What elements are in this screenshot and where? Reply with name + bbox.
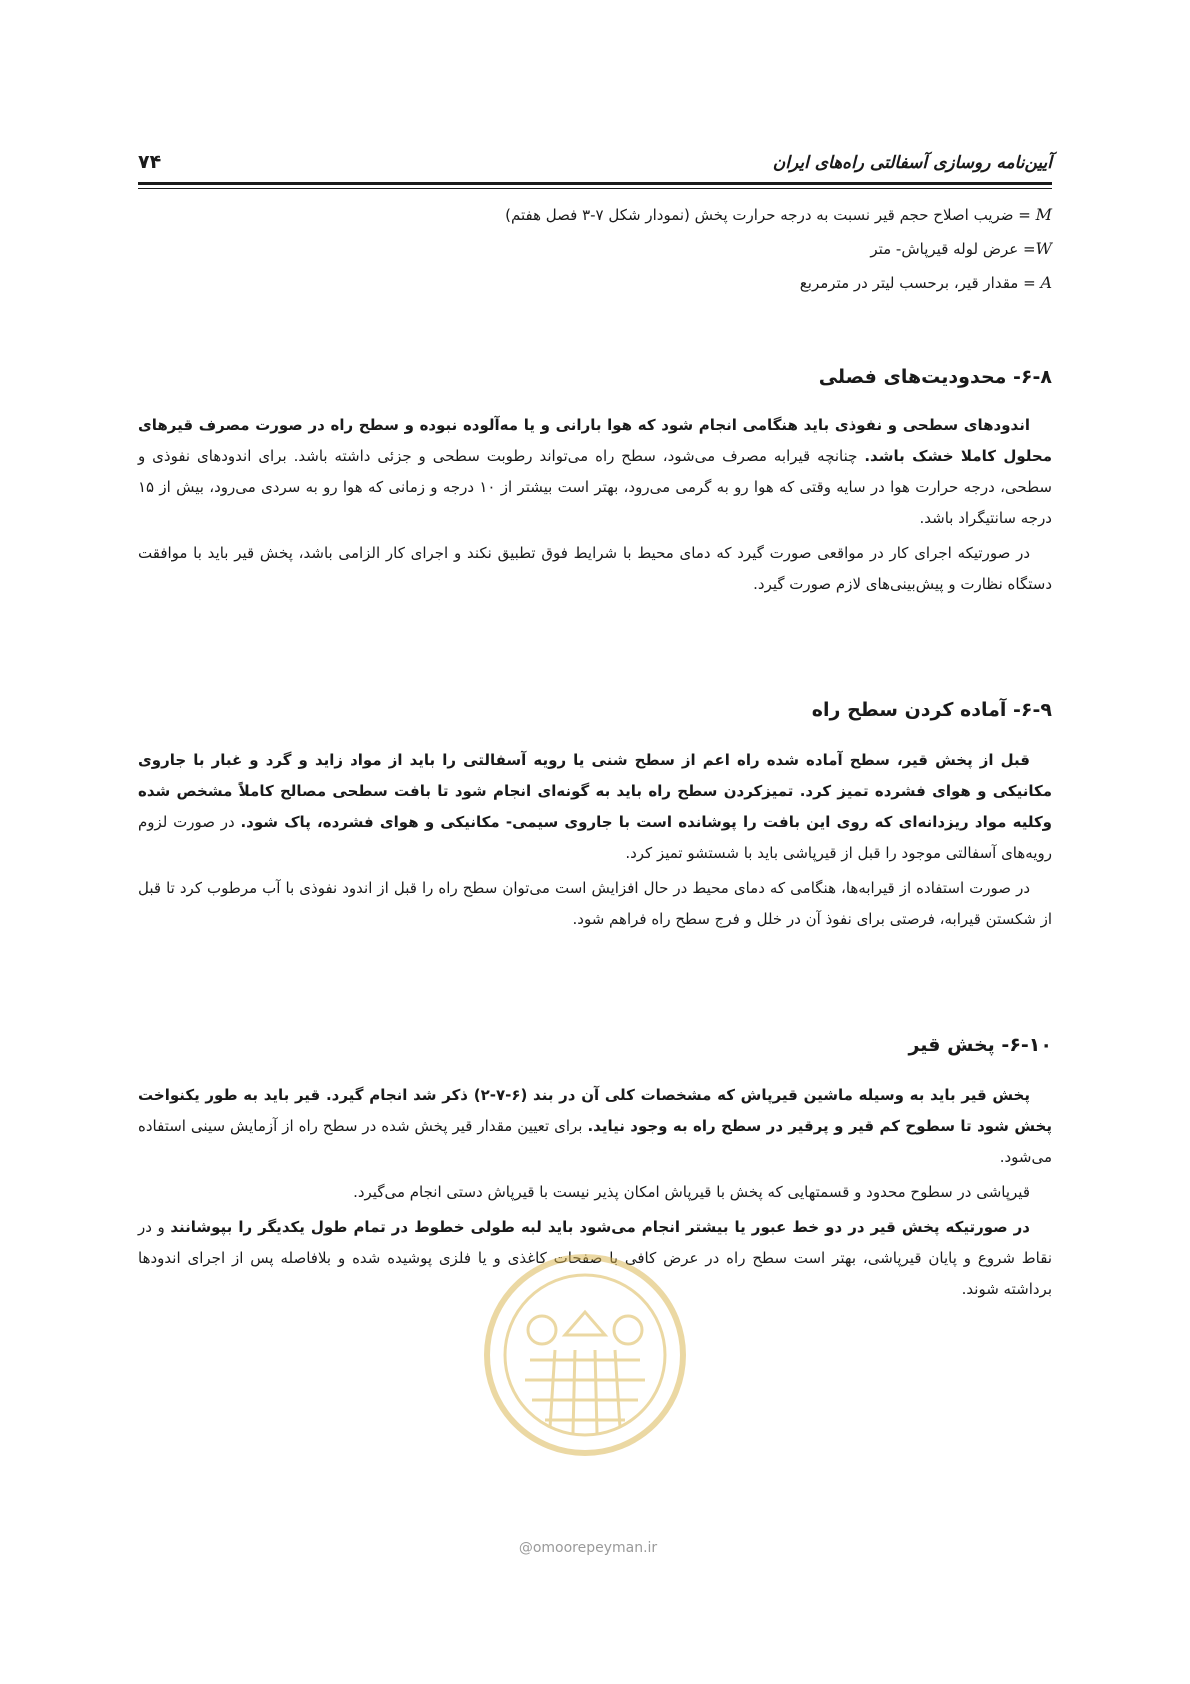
watermark-url: @omoorepeyman.ir xyxy=(518,1540,658,1556)
paragraph: در صورت استفاده از قیرابه‌ها، هنگامی که دمای محیط در حال افزایش است می‌توان سطح راه را قبل از اندود نفوذی با آب مرطوب کرد تا قبل از شکستن قیرابه، فرصتی برای نفوذ آن در خلل و فرج سطح راه فراهم شود. xyxy=(138,879,1052,928)
paragraph xyxy=(138,745,1052,869)
section-heading: ۶-۹- آماده کردن سطح راه xyxy=(811,699,1052,721)
header-rule-thin xyxy=(138,188,1052,189)
running-title: آیین‌نامه روسازی آسفالتی راه‌های ایران xyxy=(772,153,1052,173)
definition-a xyxy=(352,273,1052,307)
bold-text: قبل از پخش قیر، سطح آماده شده راه اعم از سطح شنی یا رویه آسفالتی را باید از مواد زاید و گرد و غبار با جاروی مکانیکی و هوای فشرده تمیز کرد. تمیزکردن سطح راه باید به گونه‌ای انجام شود تا بافت سطحی مصالح کاملاً مشخص شده وکلیه مواد ریزدانه‌ای که روی این بافت را پوشانده است با جاروی سیمی- مکانیکی و هوای فشرده، پاک شود. xyxy=(138,751,1052,831)
bold-text: پخش قیر باید به وسیله ماشین قیرپاش که مشخصات کلی آن در بند (۶-۷-۲) ذکر شد انجام گیرد. قیر باید به طور یکنواخت پخش شود تا سطوح کم قیر و پرقیر در سطح راه به وجود نیاید. xyxy=(138,1086,1052,1135)
variable-definitions xyxy=(352,205,1052,307)
bold-text: اندودهای سطحی و نفوذی باید هنگامی انجام شود که هوا بارانی و یا مه‌آلوده نبوده و سطح راه در صورت مصرف قیرهای محلول کاملا خشک باشد. xyxy=(138,416,1052,465)
paragraph xyxy=(138,410,1052,534)
page-number: ۷۴ xyxy=(138,151,162,173)
page-header xyxy=(138,145,1052,185)
section-road-preparation xyxy=(138,695,1052,725)
paragraph: در صورتیکه اجرای کار در مواقعی صورت گیرد که دمای محیط با شرایط فوق تطبیق نکند و اجرای کار الزامی باشد، پخش قیر باید با موافقت دستگاه نظارت و پیش‌بینی‌های لازم صورت گیرد. xyxy=(138,544,1052,593)
definition-text: = عرض لوله قیرپاش- متر xyxy=(870,240,1036,258)
section-seasonal-limits xyxy=(138,362,1052,392)
paragraph: قیرپاشی در سطوح محدود و قسمتهایی که پخش با قیرپاش امکان پذیر نیست با قیرپاش دستی انجام می‌گیرد. xyxy=(353,1183,1030,1201)
definition-m xyxy=(352,205,1052,239)
definition-w xyxy=(352,239,1052,273)
watermark-logo xyxy=(480,1250,690,1460)
body-text: و در نقاط شروع و پایان قیرپاشی، بهتر است سطح راه در عرض کافی با صفحات کاغذی و یا فلزی پوشیده شده و بلافاصله پس از اجرای اندودها برداشته شوند. xyxy=(138,1218,1052,1298)
paragraph xyxy=(138,1080,1052,1173)
definition-symbol: A xyxy=(1040,273,1052,292)
definition-text: = ضریب اصلاح حجم قیر نسبت به درجه حرارت پخش (نمودار شکل ۷-۳ فصل هفتم) xyxy=(505,206,1036,224)
section-heading: ۶-۸- محدودیت‌های فصلی xyxy=(818,366,1052,388)
header-rule-thick xyxy=(138,182,1052,185)
body-text: در صورت لزوم رویه‌های آسفالتی موجود را قبل از قیرپاشی باید با شستشو تمیز کرد. xyxy=(138,813,1052,862)
section-road-preparation-body xyxy=(138,745,1052,935)
body-text: چنانچه قیرابه مصرف می‌شود، سطح راه می‌تواند رطوبت سطحی و جزئی داشته باشد. برای اندودهای نفوذی و سطحی، درجه حرارت هوا در سایه وقتی که هوا رو به گرمی می‌رود، بهتر است بیشتر از ۱۰ درجه و زمانی که هوا رو به سردی می‌رود، بیش از ۱۵ درجه سانتیگراد باشد. xyxy=(138,447,1052,527)
definition-text: = مقدار قیر، برحسب لیتر در مترمربع xyxy=(799,274,1041,292)
section-seasonal-limits-body xyxy=(138,410,1052,600)
body-text: برای تعیین مقدار قیر پخش شده در سطح راه از آزمایش سینی استفاده می‌شود. xyxy=(138,1117,1052,1166)
section-bitumen-spraying xyxy=(138,1030,1052,1060)
bold-text: در صورتیکه پخش قیر در دو خط عبور یا بیشتر انجام می‌شود باید لبه طولی خطوط در تمام طول یکدیگر را بپوشانند xyxy=(170,1218,1031,1236)
section-heading: ۶-۱۰- پخش قیر xyxy=(908,1034,1052,1056)
definition-symbol: M xyxy=(1035,205,1052,224)
definition-symbol: W xyxy=(1035,239,1052,258)
